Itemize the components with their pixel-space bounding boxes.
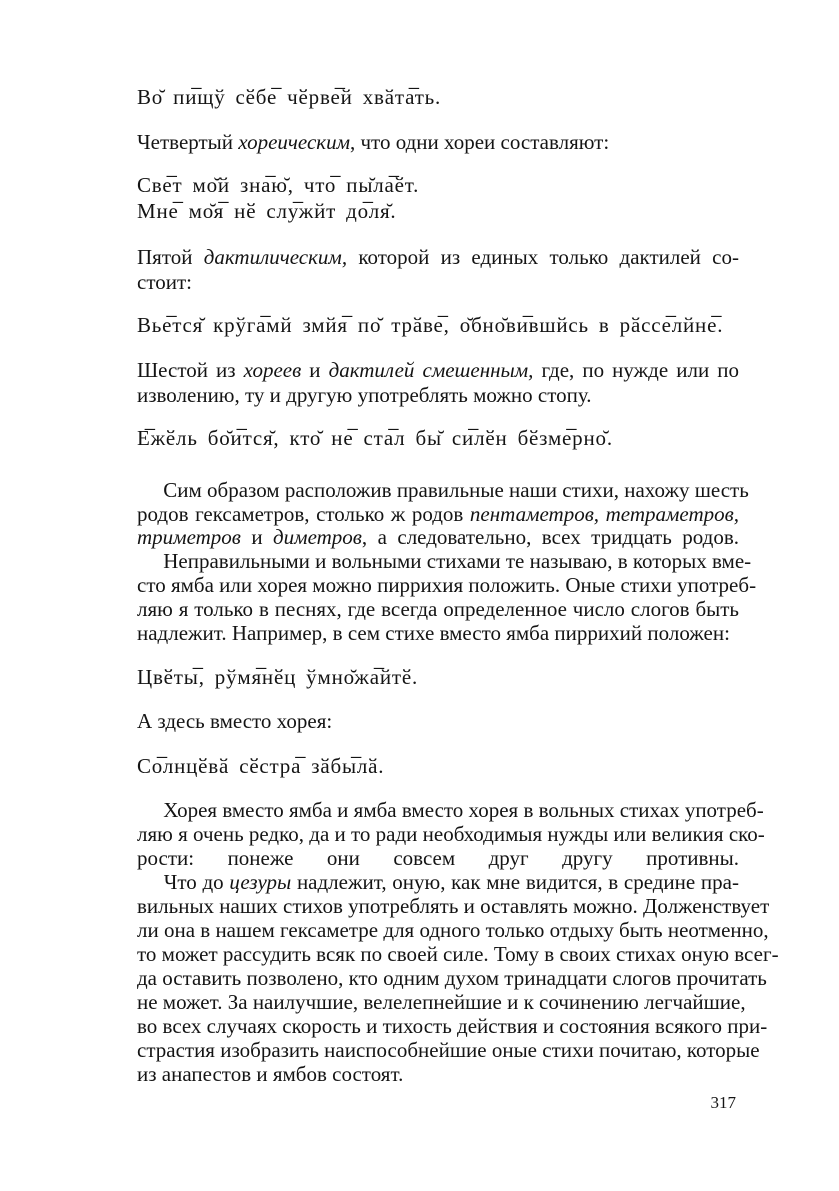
text-run: из анапестов и ямбов состоят. (137, 1062, 404, 1086)
text-run: Что до (137, 870, 230, 894)
verse-line (137, 665, 739, 690)
prose-line (137, 358, 739, 383)
italic-term: дактилическим, (203, 245, 348, 269)
verse-line (137, 313, 739, 338)
text-run: Вье̅тся̆ крўга̅мй змйя̅ по̆ трӑве̅, о̆бно̆ви̅вшйсь в рӑссе̅лйне̅. (137, 313, 724, 337)
text-run: и (301, 358, 329, 382)
verse-line (137, 173, 739, 198)
text-run: надлежит. Например, в сем стихе вместо ямба пиррихий положен: (137, 621, 730, 645)
prose-line (137, 525, 739, 550)
verse-line (137, 85, 739, 110)
verse-line (137, 426, 739, 451)
text-run: , а следовательно, всех тридцать родов. (361, 525, 739, 549)
text-run: где, по нужде или по (533, 358, 739, 382)
italic-term: триметров (137, 525, 241, 549)
prose-line (137, 870, 739, 895)
text-run: ляю я очень редко, да и то ради необходимыя нужды или великия ско- (137, 822, 765, 846)
italic-term: пентаметров, тетраметров, (469, 502, 739, 526)
text-run: и (240, 525, 274, 549)
text-run: рости: понеже они совсем друг другу противны. (137, 846, 739, 870)
italic-term: дактилей смешенным, (328, 358, 534, 382)
prose-line (137, 270, 739, 295)
prose-line (137, 502, 739, 527)
text-run: Шестой из (137, 358, 244, 382)
prose-line (137, 597, 739, 622)
text-run: которой из единых только дактилей со- (347, 245, 739, 269)
prose-line (137, 478, 749, 503)
text-run: , что одни хореи составляют: (350, 130, 610, 154)
prose-line (137, 130, 739, 155)
verse-line (137, 199, 739, 224)
text-run: родов гексаметров, столько ж родов (137, 502, 470, 526)
text-run: стоит: (137, 270, 192, 294)
text-run: А здесь вместо хорея: (137, 709, 333, 733)
text-run: Сим образом расположив правильные наши стихи, нахожу шесть (137, 478, 749, 502)
prose-line (137, 918, 769, 943)
prose-line (137, 846, 739, 871)
text-run: ли она в нашем гексаметре для одного только отдыху быть неотменно, (137, 918, 769, 942)
text-run: надлежит, оную, как мне видится, в средине пра- (291, 870, 739, 894)
verse-line (137, 754, 739, 779)
italic-term: хореическим (238, 130, 350, 154)
text-run: Во̆ пи̅щў сӗбе̅ чӗрве̅й хвӑта̅ть. (137, 85, 442, 109)
text-run: Мне̅ мо̆я̅ нӗ слу̅жйт до̅ля̆. (137, 199, 397, 223)
text-run: во всех случаях скорость и тихость действия и состояния всякого при- (137, 1014, 768, 1038)
text-run: вильных наших стихов употреблять и оставлять можно. Долженствует (137, 894, 770, 918)
text-run: Неправильными и вольными стихами те называю, в которых вме- (137, 549, 752, 573)
prose-line (137, 1062, 739, 1087)
italic-term: диметров (273, 525, 362, 549)
text-run: Е̅жӗль бо̆и̅тся̆, кто̆ не̅ ста̅л бы̆ си̅лӗн бӗзме̅рно̆. (137, 426, 613, 450)
text-run: ляю я только в песнях, где всегда определенное число слогов быть (137, 597, 739, 621)
page-number: 317 (710, 1093, 736, 1112)
prose-line (137, 990, 746, 1015)
prose-line (137, 573, 757, 598)
text-run: Пятой (137, 245, 204, 269)
prose-line (137, 549, 752, 574)
text-run: страстия изобразить наиспособнейшие оные стихи почитаю, которые (137, 1038, 760, 1062)
prose-line (137, 245, 739, 270)
text-run: Четвертый (137, 130, 239, 154)
prose-line (137, 894, 770, 919)
prose-line (137, 798, 764, 823)
italic-term: цезуры (229, 870, 292, 894)
prose-line (137, 709, 739, 734)
text-run: Со̅лнцӗвӑ сӗстра̅ зӑбы̅лӑ. (137, 754, 385, 778)
text-run: сто ямба или хорея можно пиррихия положить. Оные стихи употреб- (137, 573, 757, 597)
text-run: Цвӗты̅, рўмя̅нӗц ўмно̆жа̅йтӗ. (137, 665, 419, 689)
text-run: не может. За наилучшие, велелепнейшие и к сочинению легчайшие, (137, 990, 746, 1014)
text-run: Све̅т мо̆й зна̅ю̆, что̅ пы̆ла̅ӗт. (137, 173, 420, 197)
prose-line (137, 621, 739, 646)
prose-line (137, 1014, 768, 1039)
prose-line (137, 822, 765, 847)
text-run: Хорея вместо ямба и ямба вместо хорея в вольных стихах употреб- (137, 798, 764, 822)
italic-term: хореев (243, 358, 302, 382)
prose-line (137, 383, 739, 408)
prose-line (137, 966, 767, 991)
prose-line (137, 1038, 760, 1063)
text-run: да оставить позволено, кто одним духом тринадцати слогов прочитать (137, 966, 767, 990)
prose-line (137, 942, 779, 967)
text-run: изволению, ту и другую употреблять можно стопу. (137, 383, 592, 407)
text-run: то может рассудить всяк по своей силе. Тому в своих стихах оную всег- (137, 942, 779, 966)
